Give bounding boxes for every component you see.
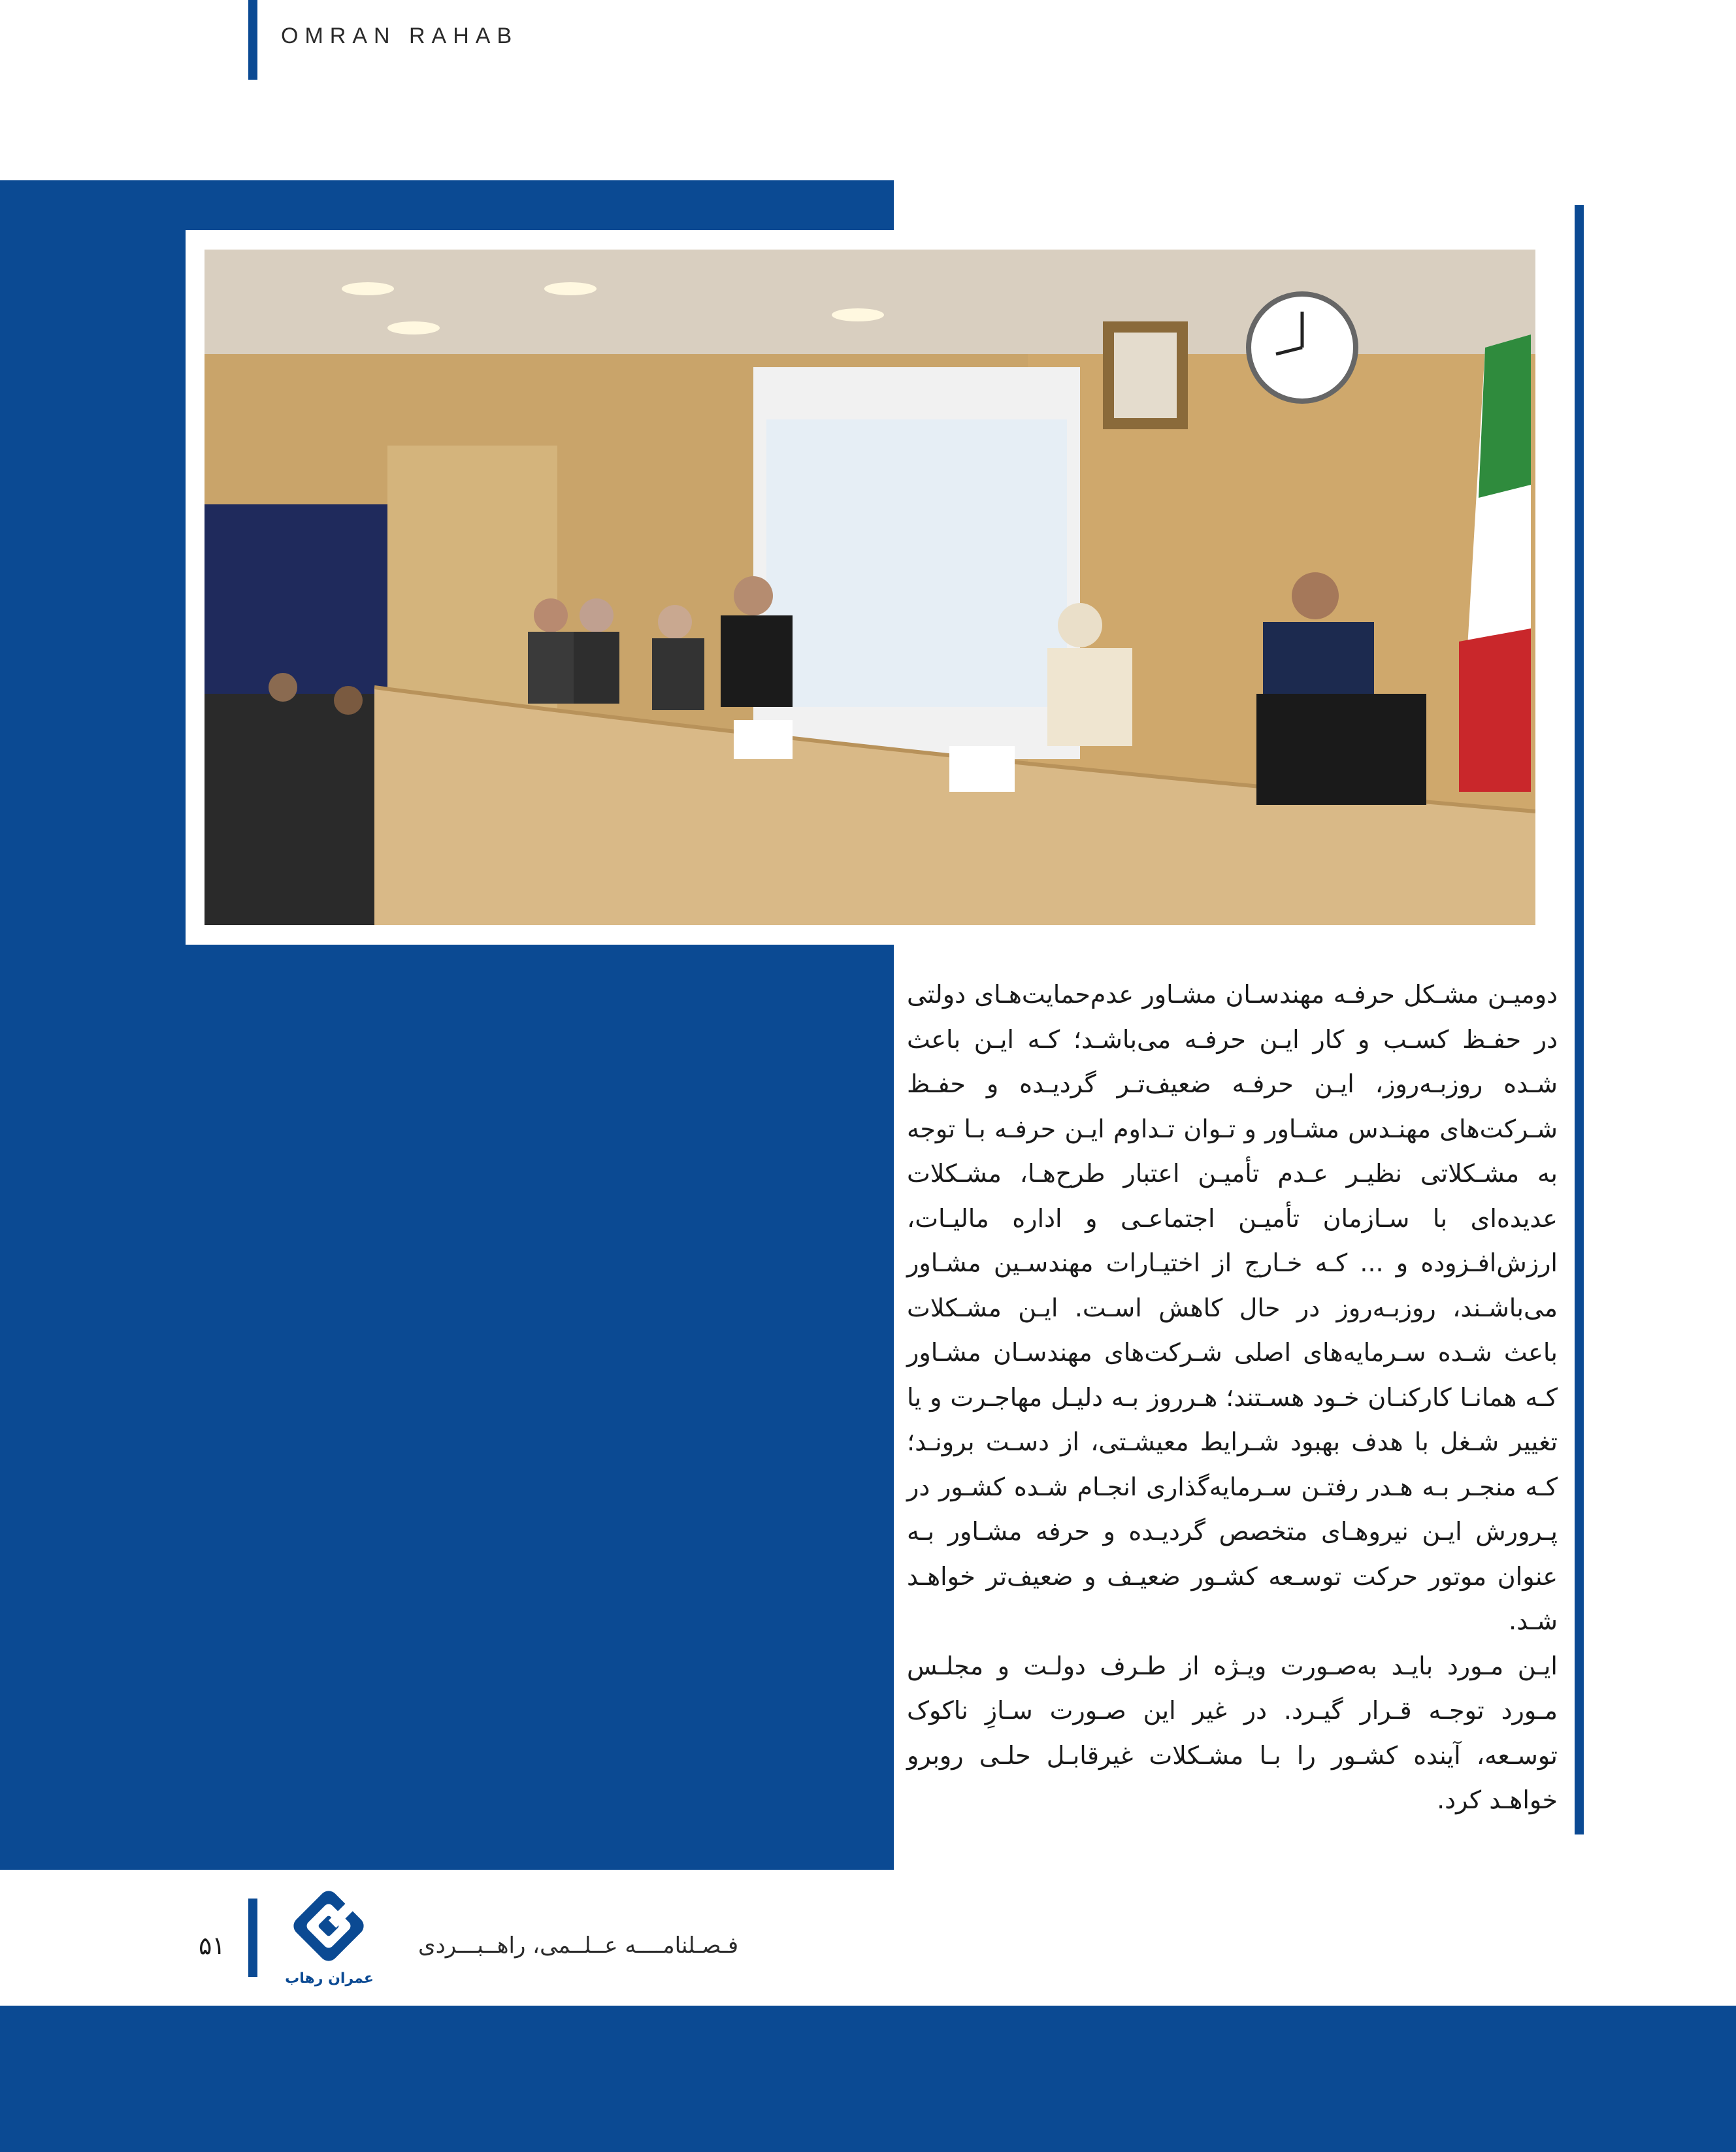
header-brand: OMRAN RAHAB [281,24,519,48]
footer-accent-bar [248,1899,257,1977]
article-paragraph-1: دومیـن مشـکل حرفـه مهندسـان مشـاور عدم‌حمایت‌هـای دولتی در حفـظ کسـب و کار ایـن حرفـه می‌باشـد؛ کـه ایـن باعث شـده روزبـه‌روز، ایـن حرفـه ضعیف‌تـر گردیـده و حفـظ شـرکت‌های مهنـدس مشـاور و تـوان تـداوم ایـن حرفـه بـا توجه به مشـکلاتی نظیـر عـدم تأمیـن اعتبار طرح‌هـا، مشـکلات عدیده‌ای با سـازمان تأمیـن اجتماعـی و اداره مالیـات، ارزش‌افـزوده و ... کـه خـارج از اختیـارات مهندسـین مشـاور می‌باشـند، روزبـه‌روز در حال کاهش اسـت. ایـن مشـکلات باعث شـده سـرمایه‌های اصلی شـرکت‌های مهندسـان مشـاور کـه همانـا کارکنـان خـود هسـتند؛ هـرروز بـه دلیـل مهاجـرت و یا تغییر شـغل با هدف بهبود شـرایط معیشـتی، از دسـت برونـد؛ کـه منجـر بـه هـدر رفتـن سـرمایه‌گذاری انجـام شـده کشـور در پـرورش ایـن نیروهـای متخصص گردیـده و حرفه مشـاور بـه عنوان موتور حرکت توسـعه کشـور ضعیـف و ضعیف‌تر خواهـد شـد. [907,980,1558,1635]
conference-photo [205,250,1535,925]
bottom-blue-band [0,2006,1736,2152]
article-body [907,972,1558,1823]
header-accent-bar [248,0,257,80]
article-paragraph-2: ایـن مـورد بایـد به‌صـورت ویـژه از طـرف دولـت و مجلـس مـورد توجـه قـرار گیـرد. در غیر این صـورت سـازِ ناکوک توسـعه، آینده کشـور را بـا مشـکلات غیرقابـل حلـی روبرو خواهـد کرد. [907,1651,1558,1814]
right-accent-rule [1575,205,1584,1834]
journal-title: فـصـلنامــــه عــلــمی، راهــبـــردی [418,1932,739,1959]
logo-text: عمران رهاب [285,1970,374,1987]
page-number: ۵۱ [199,1931,225,1960]
